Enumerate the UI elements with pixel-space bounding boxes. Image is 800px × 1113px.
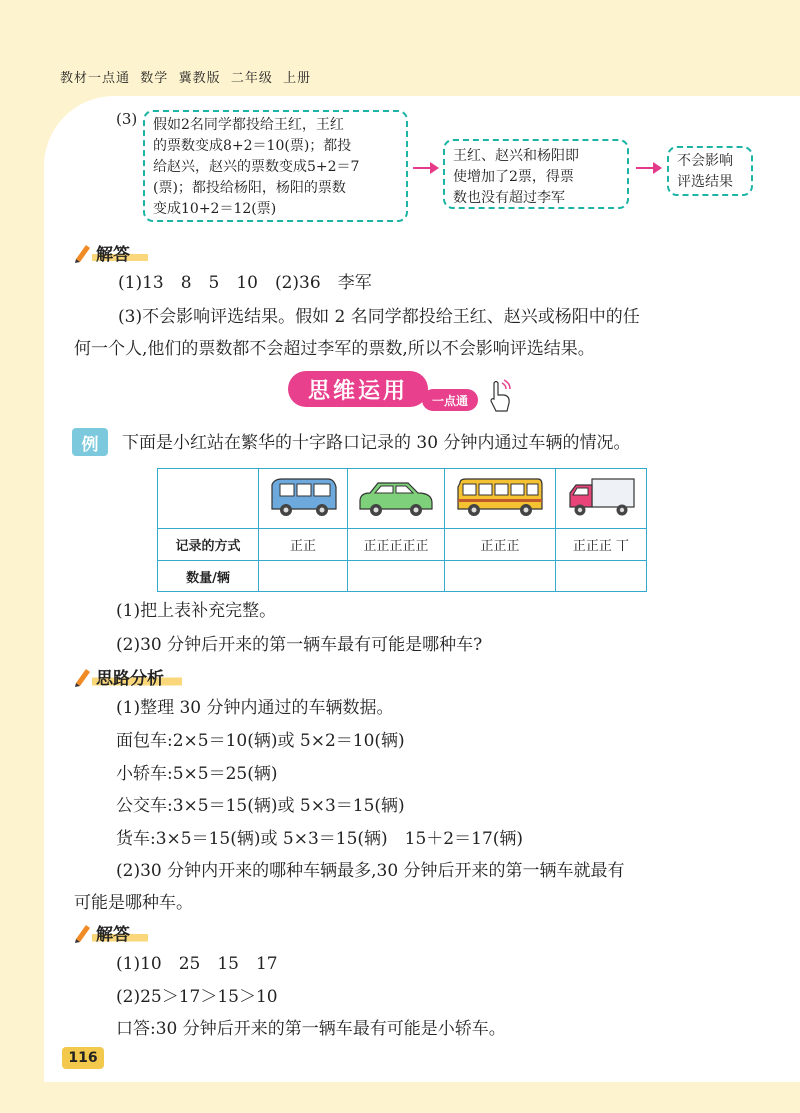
tally-cell: 正正正 丅 <box>556 529 647 561</box>
car-icon <box>356 475 436 519</box>
school-bus-icon <box>454 475 546 519</box>
running-header <box>60 67 311 86</box>
header-volume: 上册 <box>283 71 312 86</box>
answer-1-line: (3)不会影响评选结果。假如 2 名同学都投给王红、赵兴或杨阳中的任 <box>118 307 640 327</box>
flow-number: (3) <box>116 110 138 128</box>
header-subject: 数学 <box>140 71 169 86</box>
flow-box-3-line: 评选结果 <box>677 174 733 190</box>
example-badge: 例 <box>72 428 108 456</box>
pencil-icon <box>72 667 92 687</box>
analysis-line: 公交车:3×5＝15(辆)或 5×3＝15(辆) <box>116 796 405 816</box>
flow-box-1 <box>143 110 408 222</box>
row-label-count: 数量/辆 <box>158 561 259 592</box>
analysis-heading <box>72 664 182 689</box>
answer-heading-label: 解答 <box>92 920 148 945</box>
flow-box-2 <box>443 139 629 209</box>
row-label-method: 记录的方式 <box>158 529 259 561</box>
table-header-cell <box>259 469 348 529</box>
van-icon <box>266 475 340 519</box>
analysis-heading-label: 思路分析 <box>92 664 182 689</box>
pointing-hand-icon <box>488 379 512 415</box>
count-cell <box>556 561 647 592</box>
banner-title: 思维运用 <box>288 371 428 407</box>
table-header-cell <box>445 469 556 529</box>
truck-icon <box>564 475 638 519</box>
flow-box-2-line: 数也没有超过李军 <box>453 190 565 206</box>
flow-box-1-line: (票)；都投给杨阳，杨阳的票数 <box>153 180 346 196</box>
tally-cell: 正正 <box>259 529 348 561</box>
banner-subtitle: 一点通 <box>422 389 478 411</box>
flow-box-2-line: 使增加了2票，得票 <box>453 169 574 185</box>
page-number: 116 <box>62 1047 104 1069</box>
analysis-line: 可能是哪种车。 <box>74 893 193 913</box>
flow-arrow-1 <box>413 167 437 169</box>
count-cell <box>348 561 445 592</box>
flow-box-3-line: 不会影响 <box>677 153 733 169</box>
answer-heading-2 <box>72 920 148 945</box>
analysis-line: 面包车:2×5＝10(辆)或 5×2＝10(辆) <box>116 731 405 751</box>
table-corner-cell <box>158 469 259 529</box>
flow-box-3 <box>667 146 753 196</box>
thinking-banner <box>288 371 518 419</box>
flow-arrow-2 <box>636 167 660 169</box>
answer-2-line: (2)25＞17＞15＞10 <box>116 987 278 1007</box>
flow-box-1-line: 的票数变成8+2＝10(票)；都投 <box>153 138 352 154</box>
answer-heading-label: 解答 <box>92 240 148 265</box>
analysis-line: (2)30 分钟内开来的哪种车辆最多,30 分钟后开来的第一辆车就最有 <box>116 861 625 881</box>
analysis-line: 货车:3×5＝15(辆)或 5×3＝15(辆) 15＋2＝17(辆) <box>116 829 524 849</box>
question-1: (1)把上表补充完整。 <box>116 601 277 621</box>
pencil-icon <box>72 923 92 943</box>
count-cell <box>445 561 556 592</box>
pencil-icon <box>72 243 92 263</box>
header-book: 教材一点通 <box>60 71 131 86</box>
header-edition: 冀教版 <box>178 71 221 86</box>
tally-cell: 正正正正正 <box>348 529 445 561</box>
count-cell <box>259 561 348 592</box>
analysis-line: (1)整理 30 分钟内通过的车辆数据。 <box>116 698 394 718</box>
header-grade: 二年级 <box>230 71 273 86</box>
flow-box-1-line: 变成10+2＝12(票) <box>153 201 277 217</box>
flow-box-1-line: 假如2名同学都投给王红，王红 <box>153 117 344 133</box>
analysis-line: 小轿车:5×5＝25(辆) <box>116 764 278 784</box>
question-2: (2)30 分钟后开来的第一辆车最有可能是哪种车? <box>116 635 483 655</box>
answer-heading-1 <box>72 240 148 265</box>
answer-1-line: (1)13 8 5 10 (2)36 李军 <box>118 273 372 293</box>
answer-1-line: 何一个人,他们的票数都不会超过李军的票数,所以不会影响评选结果。 <box>74 339 595 359</box>
example-text: 下面是小红站在繁华的十字路口记录的 30 分钟内通过车辆的情况。 <box>122 433 631 453</box>
answer-2-line: (1)10 25 15 17 <box>116 954 278 974</box>
flow-box-2-line: 王红、赵兴和杨阳即 <box>453 148 579 164</box>
table-header-cell <box>348 469 445 529</box>
table-header-cell <box>556 469 647 529</box>
vehicle-record-table <box>157 468 647 592</box>
answer-2-line: 口答:30 分钟后开来的第一辆车最有可能是小轿车。 <box>116 1019 506 1039</box>
tally-cell: 正正正 <box>445 529 556 561</box>
flow-box-1-line: 给赵兴，赵兴的票数变成5+2＝7 <box>153 159 360 175</box>
